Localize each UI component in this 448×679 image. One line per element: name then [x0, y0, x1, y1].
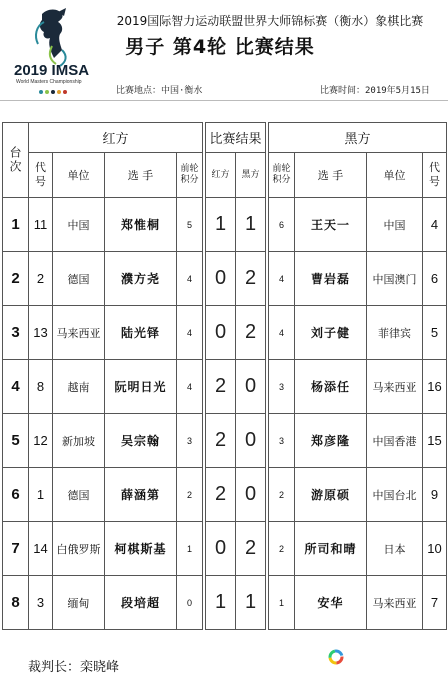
red-unit: 马来西亚 [53, 306, 105, 360]
table-number: 2 [3, 252, 29, 306]
red-player: 阮明日光 [105, 360, 177, 414]
table-row [3, 468, 447, 522]
table-row [3, 306, 447, 360]
black-player: 安华 [295, 576, 367, 630]
black-code: 4 [423, 198, 447, 252]
header-red-score: 红方 [206, 153, 236, 198]
black-code: 9 [423, 468, 447, 522]
table-number: 5 [3, 414, 29, 468]
black-unit: 中国香港 [367, 414, 423, 468]
table-row [3, 576, 447, 630]
table-row [3, 198, 447, 252]
red-score: 2 [206, 414, 236, 468]
red-code: 2 [29, 252, 53, 306]
black-score: 1 [236, 576, 266, 630]
black-score: 2 [236, 306, 266, 360]
header-red-side: 红方 [29, 123, 203, 153]
black-player: 杨添任 [295, 360, 367, 414]
red-player: 陆光铎 [105, 306, 177, 360]
red-prev-points: 0 [177, 576, 203, 630]
table-row [3, 414, 447, 468]
color-ring-icon [327, 648, 345, 666]
red-prev-points: 2 [177, 468, 203, 522]
red-code: 11 [29, 198, 53, 252]
red-prev-points: 5 [177, 198, 203, 252]
black-player: 郑彦隆 [295, 414, 367, 468]
black-prev-points: 1 [269, 576, 295, 630]
header-divider [0, 100, 448, 101]
header-unit: 单位 [53, 153, 105, 198]
red-code: 13 [29, 306, 53, 360]
header-table-no: 台次 [3, 123, 29, 198]
black-player: 所司和晴 [295, 522, 367, 576]
red-score: 2 [206, 468, 236, 522]
black-unit: 中国台北 [367, 468, 423, 522]
black-code: 15 [423, 414, 447, 468]
black-player: 刘子健 [295, 306, 367, 360]
red-prev-points: 1 [177, 522, 203, 576]
red-prev-points: 4 [177, 306, 203, 360]
red-score: 2 [206, 360, 236, 414]
red-unit: 缅甸 [53, 576, 105, 630]
black-score: 0 [236, 468, 266, 522]
header-player: 选 手 [105, 153, 177, 198]
black-unit: 马来西亚 [367, 360, 423, 414]
black-code: 10 [423, 522, 447, 576]
black-player: 曹岩磊 [295, 252, 367, 306]
red-score: 0 [206, 252, 236, 306]
red-score: 0 [206, 306, 236, 360]
red-player: 郑惟桐 [105, 198, 177, 252]
red-code: 8 [29, 360, 53, 414]
red-unit: 中国 [53, 198, 105, 252]
horse-emblem-icon [14, 6, 94, 68]
red-code: 14 [29, 522, 53, 576]
logo-text: 2019 IMSA [14, 62, 90, 79]
black-prev-points: 4 [269, 306, 295, 360]
black-unit: 日本 [367, 522, 423, 576]
black-code: 16 [423, 360, 447, 414]
black-score: 2 [236, 252, 266, 306]
header-black-side: 黑方 [269, 123, 447, 153]
event-logo [14, 6, 94, 101]
header-player: 选 手 [295, 153, 367, 198]
header-prev-points: 前轮积分 [177, 153, 203, 198]
red-player: 段培超 [105, 576, 177, 630]
black-score: 0 [236, 360, 266, 414]
event-title: 2019国际智力运动联盟世界大师锦标赛（衡水）象棋比赛 [116, 14, 424, 28]
red-unit: 新加坡 [53, 414, 105, 468]
black-score: 1 [236, 198, 266, 252]
header-prev-points: 前轮积分 [269, 153, 295, 198]
table-row [3, 252, 447, 306]
black-score: 0 [236, 414, 266, 468]
black-unit: 马来西亚 [367, 576, 423, 630]
table-number: 1 [3, 198, 29, 252]
black-prev-points: 2 [269, 468, 295, 522]
black-prev-points: 6 [269, 198, 295, 252]
table-row [3, 522, 447, 576]
results-table [2, 122, 447, 630]
red-score: 1 [206, 198, 236, 252]
header-code: 代号 [29, 153, 53, 198]
header-result: 比赛结果 [206, 123, 266, 153]
black-player: 王天一 [295, 198, 367, 252]
black-player: 游原硕 [295, 468, 367, 522]
red-player: 薛涵第 [105, 468, 177, 522]
red-unit: 德国 [53, 468, 105, 522]
red-player: 吴宗翰 [105, 414, 177, 468]
logo-subtitle: World Masters Championship [16, 79, 82, 85]
red-prev-points: 3 [177, 414, 203, 468]
chief-referee: 裁判长：栾晓峰 [28, 660, 120, 675]
red-score: 1 [206, 576, 236, 630]
red-unit: 越南 [53, 360, 105, 414]
black-code: 7 [423, 576, 447, 630]
red-code: 3 [29, 576, 53, 630]
red-unit: 白俄罗斯 [53, 522, 105, 576]
header-code: 代号 [423, 153, 447, 198]
header-unit: 单位 [367, 153, 423, 198]
header-black-score: 黑方 [236, 153, 266, 198]
black-prev-points: 2 [269, 522, 295, 576]
table-number: 8 [3, 576, 29, 630]
black-unit: 中国 [367, 198, 423, 252]
black-code: 6 [423, 252, 447, 306]
red-code: 12 [29, 414, 53, 468]
black-score: 2 [236, 522, 266, 576]
black-unit: 菲律宾 [367, 306, 423, 360]
table-number: 7 [3, 522, 29, 576]
red-player: 濮方尧 [105, 252, 177, 306]
round-title: 男子 第4轮 比赛结果 [125, 36, 315, 58]
table-row [3, 360, 447, 414]
venue-text: 比赛地点：中国·衡水 [116, 86, 203, 96]
black-unit: 中国澳门 [367, 252, 423, 306]
table-number: 4 [3, 360, 29, 414]
red-score: 0 [206, 522, 236, 576]
red-unit: 德国 [53, 252, 105, 306]
black-code: 5 [423, 306, 447, 360]
red-prev-points: 4 [177, 360, 203, 414]
sponsor-dots-icon [38, 89, 70, 95]
table-number: 3 [3, 306, 29, 360]
black-prev-points: 3 [269, 414, 295, 468]
red-player: 柯棋斯基 [105, 522, 177, 576]
red-code: 1 [29, 468, 53, 522]
table-number: 6 [3, 468, 29, 522]
date-text: 比赛时间：2019年5月15日 [320, 86, 430, 96]
black-prev-points: 4 [269, 252, 295, 306]
red-prev-points: 4 [177, 252, 203, 306]
black-prev-points: 3 [269, 360, 295, 414]
